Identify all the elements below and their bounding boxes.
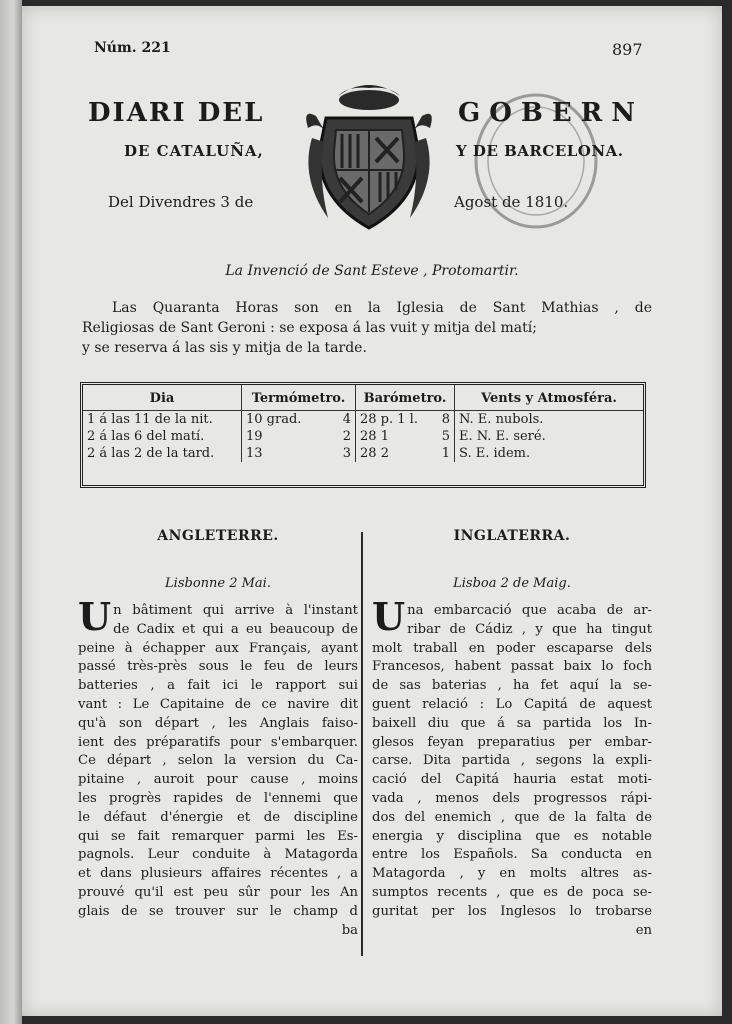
cell-thermometer: 13 3: [242, 445, 356, 462]
text-line: guent relació : Lo Capitá de aquest: [372, 696, 652, 712]
text-line: ba: [341, 922, 358, 938]
notice-line: Religiosas de Sant Geroni : se exposa á las vuit y mitja del matí;: [82, 320, 537, 336]
masthead-title-left: DIARI DEL: [88, 98, 265, 128]
text-line: na embarcació que acaba de ar-: [407, 603, 652, 618]
text-line: les progrès rapides de l'ennemi que: [78, 790, 358, 806]
cell-day: 2 á las 2 de la tard.: [87, 446, 215, 461]
text-line: ient des préparatifs pour s'embarquer.: [78, 734, 358, 750]
text-line: Francesos, habent passat baix lo foch: [372, 659, 652, 675]
col-header-barometer: Barómetro.: [356, 385, 455, 411]
text-line: vada , menos dels progressos rápi-: [372, 790, 652, 806]
text-line: peine à échapper aux Français, ayant: [78, 640, 358, 656]
text-line: cació del Capitá hauria estat moti-: [372, 772, 652, 788]
text-line: entre los Españols. Sa conducta en: [372, 847, 652, 863]
notice-line: y se reserva á las sis y mitja de la tarde.: [82, 340, 367, 356]
cell-winds: S. E. idem.: [455, 445, 644, 462]
text-line: prouvé qu'il est peu sûr pour les An: [78, 884, 358, 900]
cell-barometer: 28 1 5: [356, 428, 455, 445]
coat-of-arms-icon: [298, 78, 440, 240]
text-line: n bâtiment qui arrive à l'instant: [113, 603, 358, 618]
text-line: Ce départ , selon la version du Ca-: [78, 753, 358, 769]
date-right: Agost de 1810.: [454, 193, 569, 211]
left-dropcap: U: [78, 594, 112, 639]
page-number: 897: [612, 40, 643, 59]
right-column-text: [372, 594, 652, 940]
left-column-heading: ANGLETERRE.: [157, 528, 279, 544]
text-line: guritat per los Inglesos lo trobarse: [372, 903, 652, 919]
cell-barometer: 28 p. 1 l. 8: [356, 411, 455, 429]
right-column-dateline: Lisboa 2 de Maig.: [453, 576, 571, 591]
left-column-text: [78, 594, 358, 940]
col-header-winds: Vents y Atmosféra.: [455, 385, 644, 411]
text-line: dos del enemich , que de la falta de: [372, 809, 652, 825]
text-line: glais de se trouver sur le champ d: [78, 903, 358, 919]
col-header-day: Dia: [83, 385, 242, 411]
text-line: sumptos recents , que es de poca se-: [372, 884, 652, 900]
cell-winds: E. N. E. seré.: [455, 428, 644, 445]
text-line: vant : Le Capitaine de ce navire dit: [78, 696, 358, 712]
text-line: batteries , a fait ici le rapport sui: [78, 678, 358, 694]
text-line: energia y disciplina que es notable: [372, 828, 652, 844]
issue-number: Núm. 221: [94, 40, 171, 56]
cell-thermometer: 10 grad. 4: [242, 411, 356, 429]
text-line: ribar de Cádiz , y que ha tingut: [407, 621, 652, 637]
newspaper-page: [22, 6, 722, 1016]
right-dropcap: U: [372, 594, 406, 639]
cell-day: 2 á las 6 del matí.: [87, 429, 205, 444]
cell-winds: N. E. nubols.: [455, 411, 644, 429]
left-column-dateline: Lisbonne 2 Mai.: [165, 576, 271, 591]
text-line: qui se fait remarquer parmi les Es-: [78, 828, 358, 844]
table-row: [83, 428, 643, 445]
right-column-heading: INGLATERRA.: [453, 528, 571, 544]
masthead-title-right: GOBERN: [458, 98, 645, 128]
text-line: carse. Dita partida , segons la expli-: [372, 753, 652, 769]
text-line: qu'à son départ , les Anglais faiso-: [78, 715, 358, 731]
text-line: et dans plusieurs affaires récentes , a: [78, 866, 358, 882]
text-line: baixell diu que á sa partida los In-: [372, 715, 652, 731]
cell-day: 1 á las 11 de la nit.: [87, 412, 213, 427]
book-spine-edge: [0, 0, 22, 1024]
text-line: passé très-près sous le feu de leurs: [78, 659, 358, 675]
text-line: glesos feyan preparatius per embar-: [372, 734, 652, 750]
col-header-thermometer: Termómetro.: [242, 385, 356, 411]
text-line: Matagorda , y en molts altres as-: [372, 866, 652, 882]
text-line: pitaine , auroit pour cause , moins: [78, 772, 358, 788]
weather-table: [80, 382, 646, 488]
text-line: molt traball en poder escaparse dels: [372, 640, 652, 656]
table-row: [83, 411, 643, 429]
text-line: le défaut d'énergie et de discipline: [78, 809, 358, 825]
cell-thermometer: 19 2: [242, 428, 356, 445]
masthead-subtitle-left: DE CATALUÑA,: [124, 142, 264, 160]
masthead-subtitle-right: Y DE BARCELONA.: [456, 142, 624, 160]
table-row: [83, 445, 643, 462]
saint-of-the-day: La Invenció de Sant Esteve , Protomartir.: [225, 263, 519, 279]
cell-barometer: 28 2 1: [356, 445, 455, 462]
notice-line: Las Quaranta Horas son en la Iglesia de Sant Mathias , de: [112, 300, 652, 316]
text-line: de Cadix et qui a eu beaucoup de: [113, 621, 358, 637]
text-line: de sas baterias , ha fet aquí la se-: [372, 678, 652, 694]
text-line: en: [635, 922, 652, 938]
column-divider: [361, 532, 363, 956]
text-line: pagnols. Leur conduite à Matagorda: [78, 847, 358, 863]
forty-hours-notice: [82, 298, 652, 358]
date-left: Del Divendres 3 de: [108, 193, 254, 211]
